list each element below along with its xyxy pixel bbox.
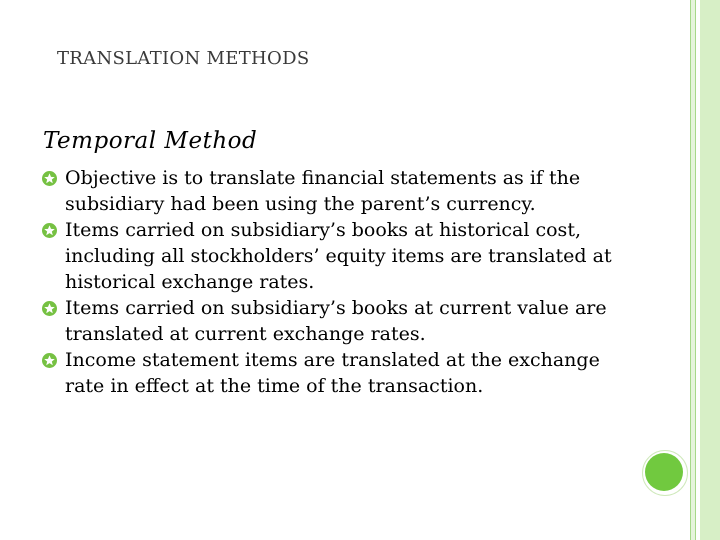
star-icon [42,223,57,238]
bullet-list [40,165,640,399]
star-icon [42,171,57,186]
bullet-text: Income statement items are translated at the exchange rate in effect at the time of the transaction. [65,349,600,397]
bullet-text: Objective is to translate financial statements as if the subsidiary had been using the parent’s currency. [65,167,581,215]
bullet-item [40,295,640,347]
decorative-circle [645,453,683,491]
bullet-text: Items carried on subsidiary’s books at current value are translated at current exchange rates. [65,297,607,345]
star-icon [42,353,57,368]
header-title: TRANSLATION METHODS [57,48,310,69]
bullet-item [40,347,640,399]
bullet-text: Items carried on subsidiary’s books at historical cost, including all stockholders’ equity items are translated at historical exchange rates. [65,219,612,293]
right-border-stripe [690,0,696,540]
bullet-item [40,165,640,217]
slide-heading: Temporal Method [43,128,258,154]
right-decorative-band [700,0,720,540]
bullet-item [40,217,640,295]
star-icon [42,301,57,316]
